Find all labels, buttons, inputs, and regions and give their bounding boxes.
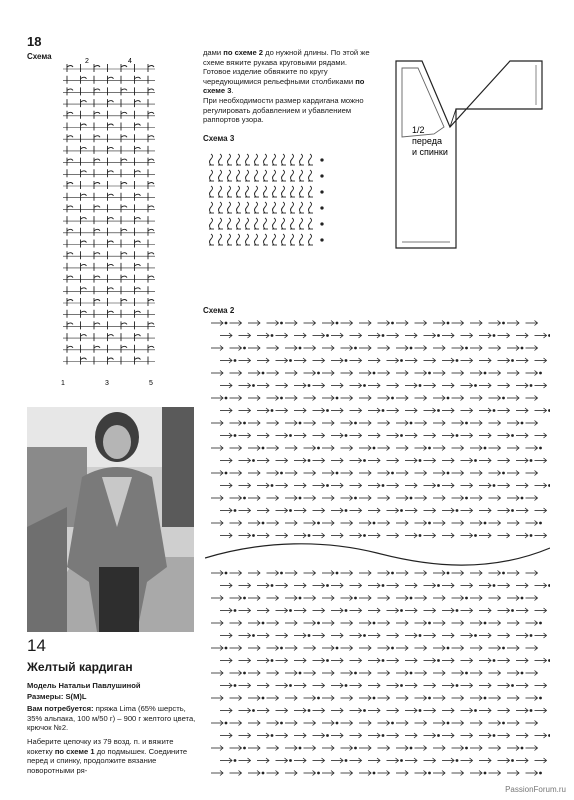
scheme-3-label: Схема 3 xyxy=(203,134,235,143)
item-sizes: Размеры: S(M)L xyxy=(27,692,87,701)
model-photo xyxy=(27,407,194,632)
chart1-num-2: 2 xyxy=(85,58,89,65)
break-line xyxy=(205,544,550,565)
scheme-2-label: Схема 2 xyxy=(203,306,235,315)
chart1-num-4: 4 xyxy=(128,58,132,65)
pattern-label-1: 1/2 xyxy=(412,125,425,135)
intro-text: дами по схеме 2 до нужной длины. По этой же схеме вяжите рукава круговыми рядами. Готовое изделие обвяжите по кругу чередующимися рельефными столбиками по схеме 3. При необходимости размер кардигана можно регулировать добавлением и убавлением раппортов узора. xyxy=(203,48,370,125)
item-materials: Вам потребуется: пряжа Lima (65% шерсть, 35% альпака, 100 м/50 г) – 900 г желтого цвета, крючок №2. xyxy=(27,704,196,733)
watermark: PassionForum.ru xyxy=(505,785,566,794)
scheme-2-chart xyxy=(205,315,550,795)
chart1-num-3: 3 xyxy=(105,380,109,387)
scheme-1-chart xyxy=(55,55,165,395)
garment-pattern xyxy=(392,55,552,255)
page-number: 18 xyxy=(27,34,42,49)
pattern-label-3: и спинки xyxy=(412,147,448,157)
item-number: 14 xyxy=(27,636,46,655)
pattern-label-2: переда xyxy=(412,136,442,146)
item-instructions: Наберите цепочку из 79 возд. п. и вяжите кокетку по схеме 1 до подмышек. Соедините перед и спинку, продолжите вязание поворотными ря- xyxy=(27,737,188,775)
item-title: Желтый кардиган xyxy=(27,660,133,674)
scheme-3-chart xyxy=(205,150,335,250)
chart1-num-5: 5 xyxy=(149,380,153,387)
chart1-num-1: 1 xyxy=(61,380,65,387)
item-author: Модель Натальи Павлушиной xyxy=(27,681,141,690)
scheme-1-label: Схема xyxy=(27,52,52,61)
